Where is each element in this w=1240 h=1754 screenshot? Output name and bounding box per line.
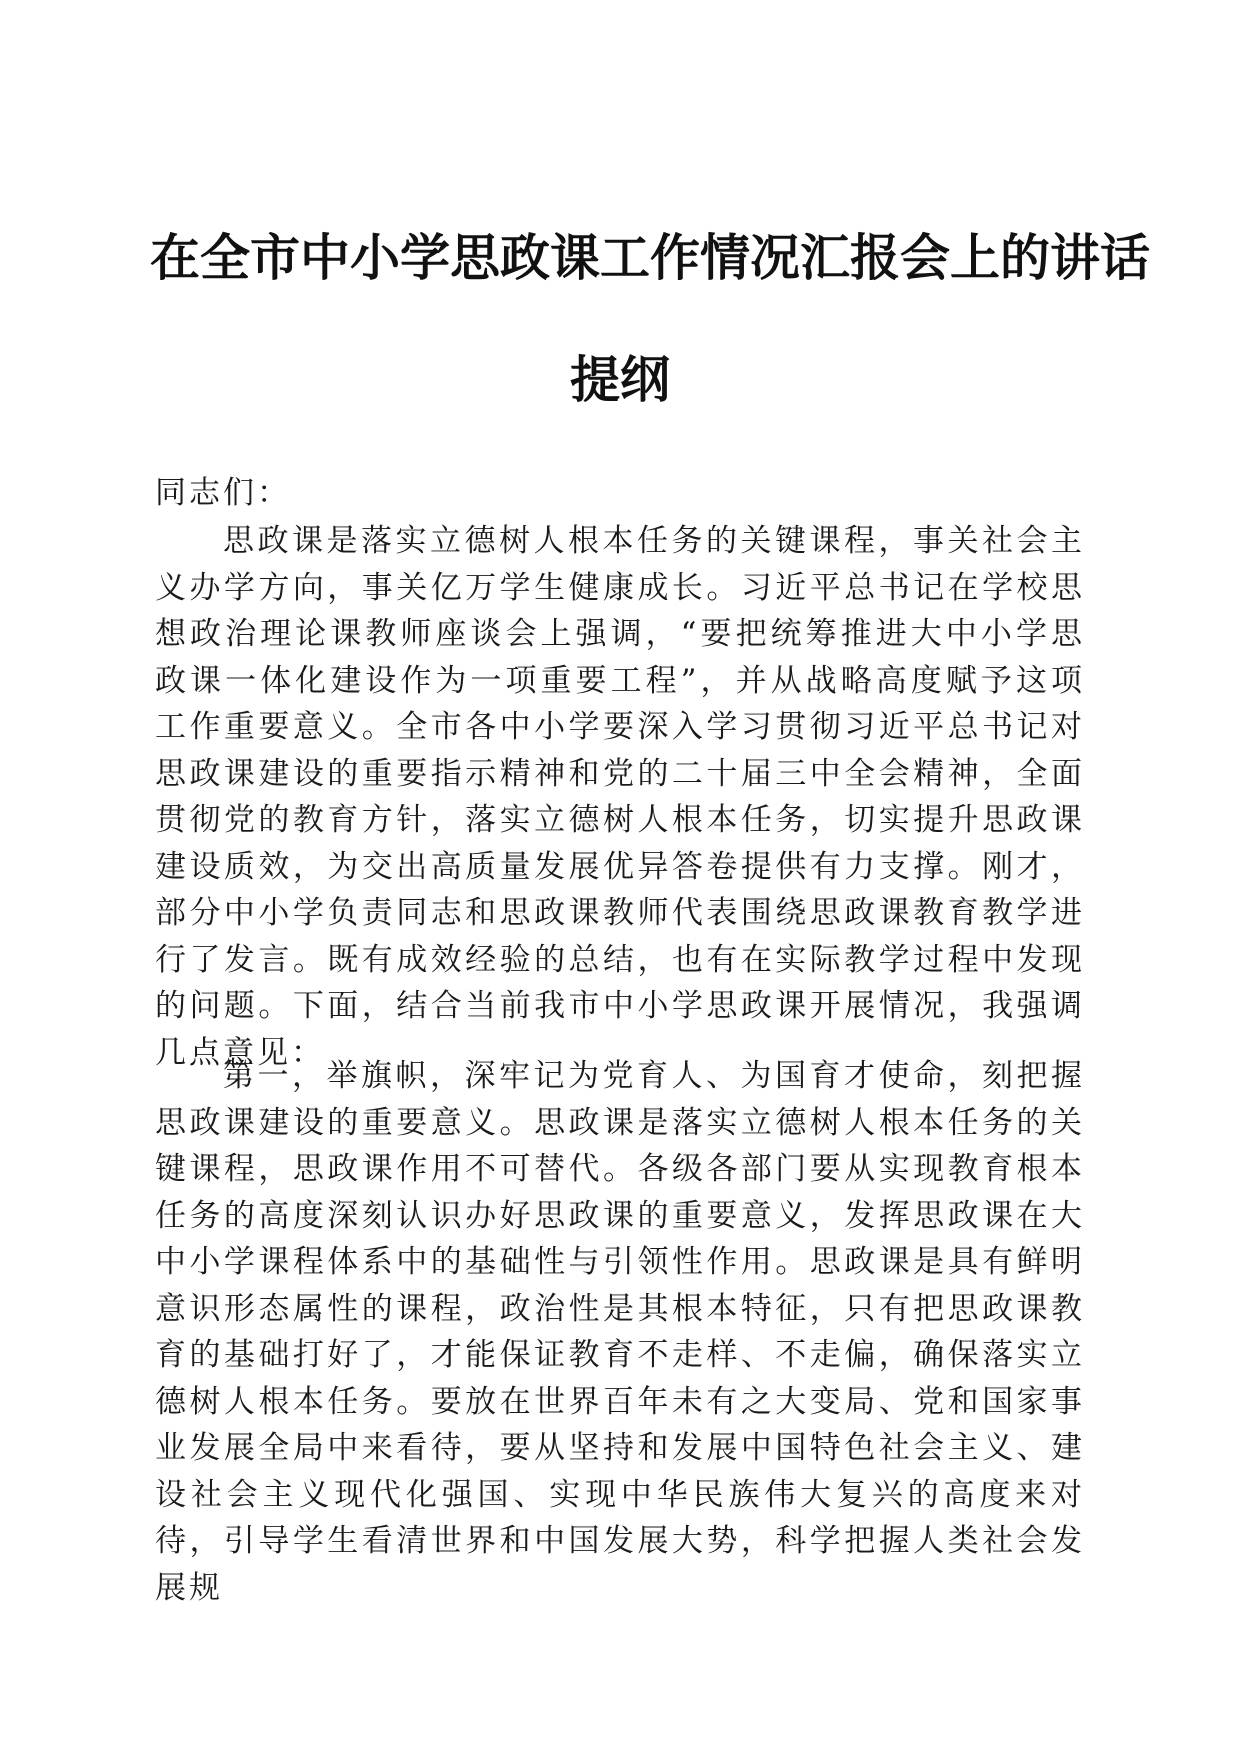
document-title-continuation: 提纲	[570, 350, 670, 409]
document-title: 在全市中小学思政课工作情况汇报会上的讲话	[150, 228, 1150, 287]
paragraph-first-point: 第一，举旗帜，深牢记为党育人、为国育才使命，刻把握思政课建设的重要意义。思政课是落实立德树人根本任务的关键课程，思政课作用不可替代。各级各部门要从实现教育根本任务的高度深刻认识办好思政课的重要意义，发挥思政课在大中小学课程体系中的基础性与引领性作用。思政课是具有鲜明意识形态属性的课程，政治性是其根本特征，只有把思政课教育的基础打好了，才能保证教育不走样、不走偏，确保落实立德树人根本任务。要放在世界百年未有之大变局、党和国家事业发展全局中来看待，要从坚持和发展中国特色社会主义、建设社会主义现代化强国、实现中华民族伟大复兴的高度来对待，引导学生看清世界和中国发展大势，科学把握人类社会发展规	[155, 1058, 1085, 1606]
salutation: 同志们：	[155, 475, 291, 511]
paragraph-intro: 思政课是落实立德树人根本任务的关键课程，事关社会主义办学方向，事关亿万学生健康成长。习近平总书记在学校思想政治理论课教师座谈会上强调，“要把统筹推进大中小学思政课一体化建设作为一项重要工程”，并从战略高度赋予这项工作重要意义。全市各中小学要深入学习贯彻习近平总书记对思政课建设的重要指示精神和党的二十届三中全会精神，全面贯彻党的教育方针，落实立德树人根本任务，切实提升思政课建设质效，为交出高质量发展优异答卷提供有力支撑。刚才，部分中小学负责同志和思政课教师代表围绕思政课教育教学进行了发言。既有成效经验的总结，也有在实际教学过程中发现的问题。下面，结合当前我市中小学思政课开展情况，我强调几点意见：	[155, 523, 1085, 1071]
